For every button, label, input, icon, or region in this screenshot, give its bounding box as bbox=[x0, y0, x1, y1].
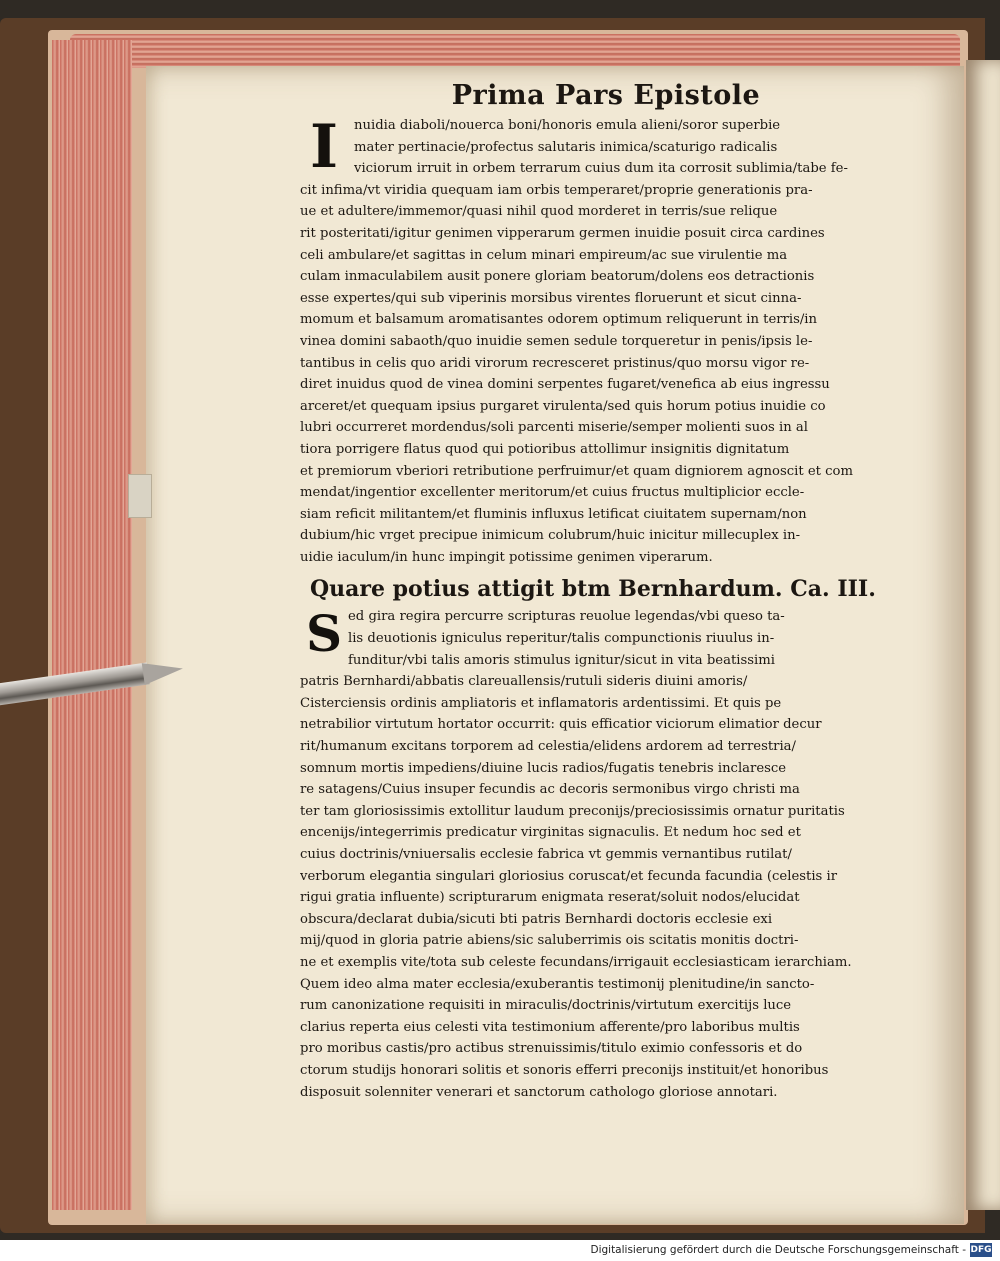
paragraph-1 bbox=[300, 112, 912, 568]
paragraph-2 bbox=[300, 606, 912, 1103]
decorated-initial: S bbox=[305, 604, 343, 664]
text-line: clarius reperta eius celesti vita testimonium afferente/pro laboribus multis bbox=[300, 1019, 800, 1035]
page-tab-marker bbox=[128, 474, 152, 518]
text-line: mij/quod in gloria patrie abiens/sic saluberrimis ois scitatis monitis doctri- bbox=[300, 933, 799, 949]
text-line: encenijs/integerrimis predicatur virginitas signaculis. Et nedum hoc sed et bbox=[300, 825, 801, 841]
decorated-initial: I bbox=[309, 112, 339, 182]
text-line: vinea domini sabaoth/quo inuidie semen sedule torqueretur in penis/ipsis le- bbox=[300, 333, 813, 349]
text-line: Quem ideo alma mater ecclesia/exuberantis testimonij plenitudine/in sancto- bbox=[300, 976, 815, 992]
text-line: uidie iaculum/in hunc impingit potissime genimen viperarum. bbox=[300, 549, 713, 565]
text-line: cuius doctrinis/vniuersalis ecclesie fabrica vt gemmis vernantibus rutilat/ bbox=[300, 847, 792, 862]
footer-bar bbox=[0, 1240, 1000, 1261]
text-line: ctorum studijs honorari solitis et sonoris efferri preconijs instituit/et honoribus bbox=[300, 1062, 829, 1078]
facing-page-edge bbox=[966, 60, 1000, 1210]
text-line: esse expertes/qui sub viperinis morsibus virentes floruerunt et sicut cinna- bbox=[300, 290, 802, 306]
text-line: lis deuotionis igniculus reperitur/talis compunctionis riuulus in- bbox=[348, 631, 775, 647]
text-line: ue et adultere/immemor/quasi nihil quod morderet in terris/sue relique bbox=[300, 204, 778, 220]
text-line: celi ambulare/et sagittas in celum minari empireum/ac sue virulentie ma bbox=[300, 247, 788, 263]
text-line: pro moribus castis/pro actibus strenuissimis/titulo eximio confessoris et do bbox=[300, 1041, 803, 1057]
pointer-stick-tip bbox=[142, 658, 185, 685]
text-line: tiora porrigere flatus quod qui potioribus attollimur insignitis dignitatum bbox=[300, 441, 790, 457]
paragraph-2-lines bbox=[300, 606, 912, 1103]
text-line: disposuit solenniter venerari et sanctorum cathologo gloriose annotari. bbox=[300, 1084, 778, 1100]
text-line: nuidia diaboli/nouerca boni/honoris emula alieni/soror superbie bbox=[354, 118, 781, 133]
text-line: arceret/et quequam ipsius purgaret virulenta/sed quis horum potius inuidie co bbox=[300, 398, 826, 414]
text-line: netrabilior virtutum hortator occurrit: quis efficatior viciorum elimatior decur bbox=[300, 717, 822, 733]
text-line: ne et exemplis vite/tota sub celeste fecundans/irrigauit ecclesiasticam ierarchiam. bbox=[300, 954, 852, 970]
text-line: rigui gratia influente) scripturarum enigmata reserat/soluit nodos/elucidat bbox=[300, 890, 800, 906]
text-line: somnum mortis impediens/diuine lucis radios/fugatis tenebris inclaresce bbox=[300, 760, 787, 776]
text-line: cit infima/vt viridia quequam iam orbis temperaret/proprie generationis pra- bbox=[300, 182, 813, 198]
page-edge-top bbox=[70, 34, 960, 68]
text-line: mendat/ingentior excellenter meritorum/et cuius fructus multiplicior eccle- bbox=[300, 485, 805, 501]
dfg-logo: DFG bbox=[970, 1245, 992, 1255]
text-line: diret inuidus quod de vinea domini serpentes fugaret/venefica ab eius ingressu bbox=[300, 377, 830, 393]
text-line: ed gira regira percurre scripturas reuolue legendas/vbi queso ta- bbox=[348, 609, 785, 625]
paragraph-1-lines bbox=[300, 112, 912, 568]
text-line: momum et balsamum aromatisantes odorem optimum reliquerunt in terris/in bbox=[300, 312, 817, 328]
text-line: obscura/declarat dubia/sicuti bti patris Bernhardi doctoris ecclesie exi bbox=[300, 911, 773, 927]
text-line: rit/humanum excitans torporem ad celestia/elidens ardorem ad terrestria/ bbox=[300, 739, 796, 755]
text-line: rum canonizatione requisiti in miraculis/doctrinis/virtutum exercitijs luce bbox=[300, 998, 792, 1014]
text-line: viciorum irruit in orbem terrarum cuius dum ita corrosit sublimia/tabe fe- bbox=[354, 161, 848, 177]
text-line: et premiorum vberiori retributione perfruimur/et quam digniorem agnoscit et com bbox=[300, 463, 853, 479]
text-line: dubium/hic vrget precipue inimicum colubrum/huic inicitur millecuplex in- bbox=[300, 528, 801, 544]
text-line: ter tam gloriosissimis extollitur laudum preconijs/preciosissimis ornatur puritatis bbox=[300, 803, 845, 819]
text-line: patris Bernhardi/abbatis clareuallensis/rutuli sideris diuini amoris/ bbox=[300, 674, 748, 690]
digitization-credit: Digitalisierung gefördert durch die Deutsche Forschungsgemeinschaft - bbox=[590, 1244, 966, 1256]
page-heading: Prima Pars Epistole bbox=[451, 80, 761, 111]
text-line: verborum elegantia singulari gloriosius coruscat/et fecunda facundia (celestis ir bbox=[300, 868, 838, 884]
text-line: siam reficit militantem/et fluminis influxus letificat ciuitatem supernam/non bbox=[300, 506, 807, 522]
text-line: Cisterciensis ordinis ampliatoris et inflamatoris ardentissimi. Et quis pe bbox=[300, 695, 782, 711]
text-line: re satagens/Cuius insuper fecundis ac decoris sermonibus virgo christi ma bbox=[300, 782, 800, 798]
page-edge-left bbox=[52, 40, 132, 1210]
text-line: funditur/vbi talis amoris stimulus ignitur/sicut in vita beatissimi bbox=[348, 652, 775, 668]
text-line: mater pertinacie/profectus salutaris inimica/scaturigo radicalis bbox=[354, 139, 778, 155]
text-line: culam inmaculabilem ausit ponere gloriam beatorum/dolens eos detractionis bbox=[300, 269, 815, 285]
text-column bbox=[300, 80, 912, 1103]
chapter-title: Quare potius attigit btm Bernhardum. Ca. III. bbox=[310, 576, 876, 603]
text-line: lubri occurreret mordendus/soli parcenti miserie/semper molienti suos in al bbox=[300, 420, 808, 436]
text-line: tantibus in celis quo aridi virorum recresceret pristinus/quo morsu vigor re- bbox=[300, 355, 810, 371]
text-line: rit posteritati/igitur genimen vipperarum germen inuidie posuit circa cardines bbox=[300, 225, 825, 241]
